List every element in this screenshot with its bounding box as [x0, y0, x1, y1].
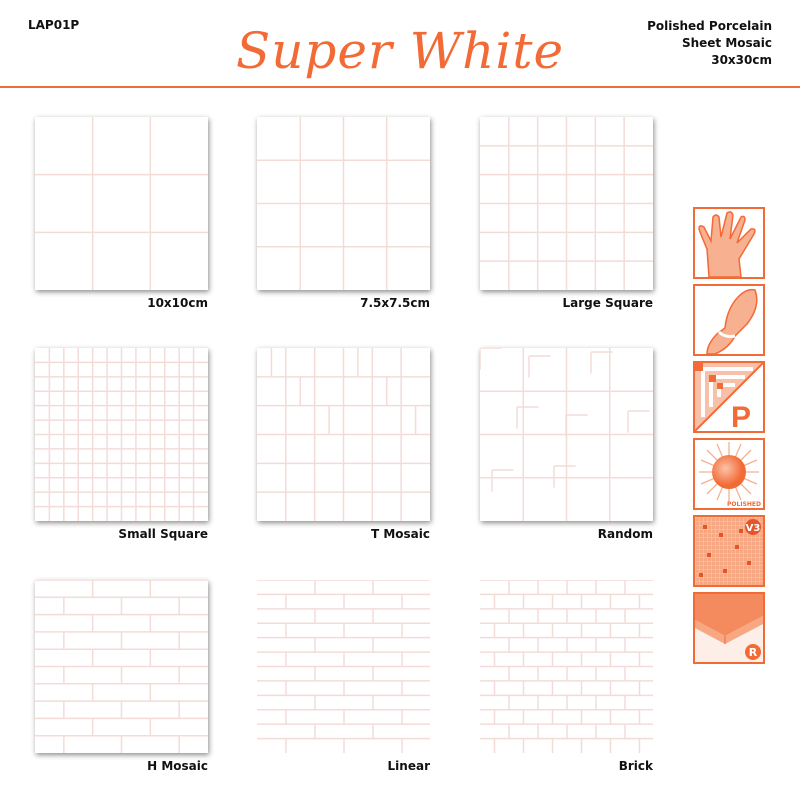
- svg-text:P: P: [730, 401, 752, 431]
- tile-tmosaic: [257, 348, 430, 521]
- rectified-edge-icon: [693, 592, 765, 664]
- polished-label: POLISHED: [727, 501, 761, 508]
- tile-label: Random: [597, 527, 653, 541]
- spec-line: Polished Porcelain: [647, 19, 772, 33]
- product-spec: [647, 18, 772, 69]
- tile-grid4: [257, 117, 430, 290]
- tile-label: Small Square: [118, 527, 208, 541]
- hand-icon: [693, 207, 765, 279]
- spec-line: 30x30cm: [711, 53, 772, 67]
- tile-hmosaic: [35, 580, 208, 753]
- tile-grid6: [480, 117, 653, 290]
- polished-sun-icon: [693, 438, 765, 510]
- tile-label: 7.5x7.5cm: [360, 296, 430, 310]
- tile-label: 10x10cm: [147, 296, 208, 310]
- variation-v3-icon: [693, 515, 765, 587]
- tile-grid3: [35, 117, 208, 290]
- foot-icon: [693, 284, 765, 356]
- tile-linear: [257, 580, 430, 753]
- tile-brick: [480, 580, 653, 753]
- v3-label: V3: [745, 523, 761, 534]
- tile-random: [480, 348, 653, 521]
- product-code: LAP01P: [28, 18, 80, 32]
- rectified-label: R: [748, 646, 758, 659]
- tile-label: T Mosaic: [370, 527, 430, 541]
- product-title: Super White: [235, 22, 565, 80]
- tile-label: Linear: [387, 759, 430, 773]
- tile-label: Large Square: [562, 296, 653, 310]
- tile-label: Brick: [618, 759, 653, 773]
- spec-line: Sheet Mosaic: [681, 36, 772, 50]
- porcelain-p-icon: [693, 361, 765, 433]
- header-divider: [0, 86, 800, 88]
- tile-label: H Mosaic: [147, 759, 208, 773]
- tile-grid12: [35, 348, 208, 521]
